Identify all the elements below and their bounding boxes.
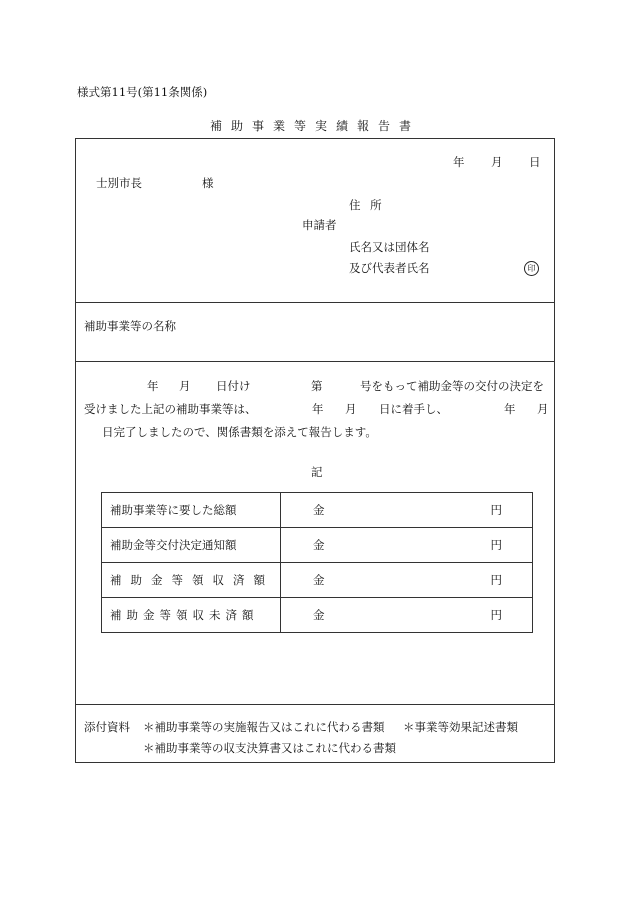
body-started: 日に着手し、: [379, 402, 448, 416]
amount-label-cell: [102, 528, 281, 563]
address-label: 住 所: [349, 198, 382, 212]
kin-label: 金: [313, 538, 325, 552]
body-line1-rest: 号をもって補助金等の交付の決定を: [360, 379, 544, 393]
form-box: [75, 138, 555, 763]
ki-heading: 記: [311, 465, 323, 479]
amount-value-cell: [281, 493, 533, 528]
divider-applicant: [76, 302, 554, 303]
document-title: 補助事業等実績報告書: [209, 119, 420, 133]
table-row: [102, 493, 533, 528]
body-year-3: 年: [504, 402, 516, 416]
amount-label-cell: [102, 493, 281, 528]
project-name-label: 補助事業等の名称: [84, 319, 176, 333]
table-row: [102, 528, 533, 563]
recipient-honorific: 様: [202, 176, 214, 190]
attachments-label: 添付資料: [84, 720, 130, 734]
body-year-2: 年: [312, 402, 324, 416]
representative-label: 及び代表者氏名: [349, 261, 430, 275]
amount-table: [101, 492, 533, 633]
kin-label: 金: [313, 503, 325, 517]
table-row: [102, 563, 533, 598]
date-month-label: 月: [491, 155, 503, 169]
recipient-name: 士別市長: [96, 176, 142, 190]
amount-label: 補助金等領収未済額: [110, 608, 259, 622]
body-month-2: 月: [345, 402, 357, 416]
yen-label: 円: [490, 503, 502, 517]
table-row: [102, 598, 533, 633]
amount-value-cell: [281, 528, 533, 563]
attachment-item-2: ＊事業等効果記述書類: [403, 720, 518, 734]
amount-value-cell: [281, 598, 533, 633]
amount-label-cell: [102, 598, 281, 633]
applicant-label: 申請者: [302, 218, 337, 232]
date-year-label: 年: [453, 155, 465, 169]
body-year-1: 年: [147, 379, 159, 393]
amount-label: 補助事業等に要した総額: [110, 503, 237, 517]
attachment-item-3: ＊補助事業等の収支決算書又はこれに代わる書類: [143, 741, 396, 755]
kin-label: 金: [313, 608, 325, 622]
amount-label: 補助金等領収済額: [110, 573, 274, 587]
body-line3: 日完了しましたので、関係書類を添えて報告します。: [102, 425, 377, 439]
name-label: 氏名又は団体名: [349, 240, 430, 254]
amount-label-cell: [102, 563, 281, 598]
date-day-label: 日: [529, 155, 541, 169]
attachment-item-1: ＊補助事業等の実施報告又はこれに代わる書類: [143, 720, 385, 734]
kin-label: 金: [313, 573, 325, 587]
body-day-dated: 日付け: [216, 379, 251, 393]
body-dai: 第: [311, 379, 323, 393]
body-month-1: 月: [179, 379, 191, 393]
amount-label: 補助金等交付決定通知額: [110, 538, 237, 552]
body-month-3: 月: [537, 402, 549, 416]
divider-project: [76, 361, 554, 362]
body-line2-start: 受けました上記の補助事業等は、: [84, 402, 257, 416]
yen-label: 円: [490, 573, 502, 587]
divider-attachments: [76, 704, 554, 705]
seal-mark: 印: [524, 261, 539, 276]
yen-label: 円: [490, 538, 502, 552]
amount-value-cell: [281, 563, 533, 598]
yen-label: 円: [490, 608, 502, 622]
form-number: 様式第11号(第11条関係): [77, 85, 208, 99]
